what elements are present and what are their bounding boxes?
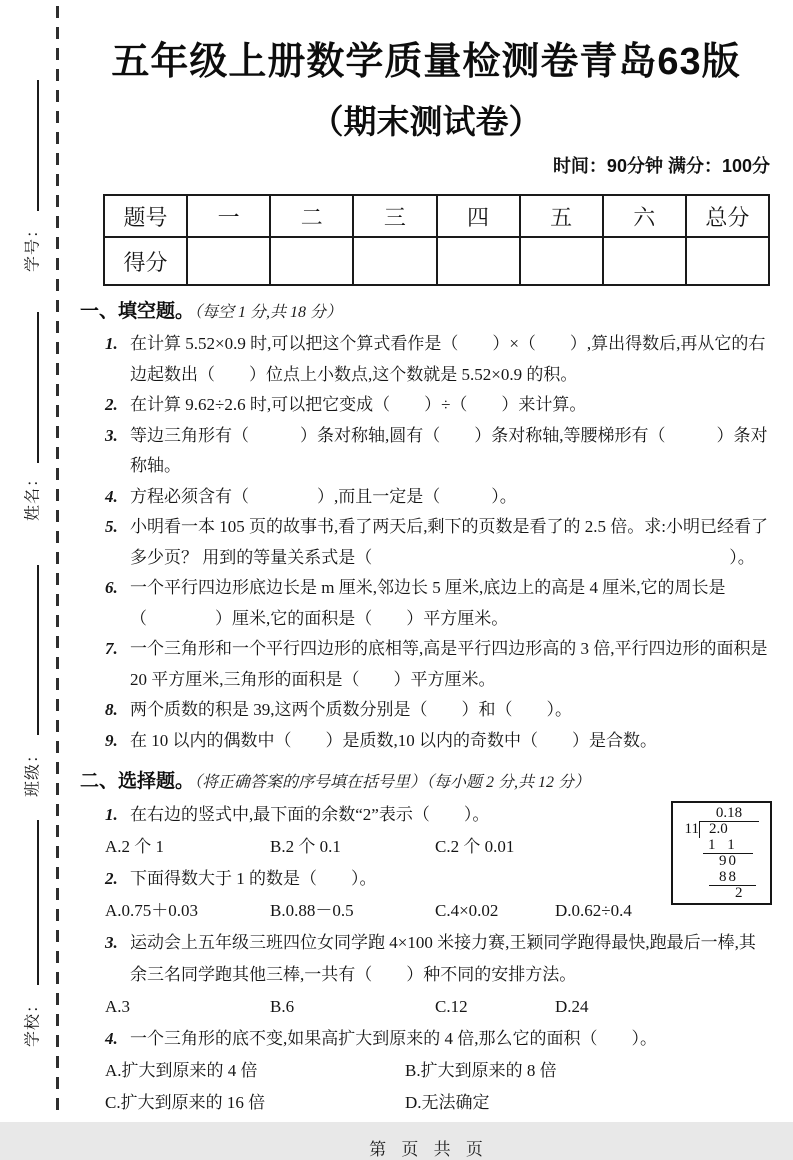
option: D.无法确定 (405, 1093, 490, 1112)
score-cell-empty (686, 237, 769, 285)
question-text: 下面得数大于 1 的数是（ ）。 (130, 869, 377, 888)
question-number: 6. (105, 578, 118, 597)
question-text: 方程必须含有（ ）,而且一定是（ ）。 (130, 486, 517, 506)
section2-note: （将正确答案的序号填在括号里）（每小题 2 分,共 12 分） (194, 774, 591, 791)
student-name-blank-line (37, 312, 39, 463)
question-number: 4. (105, 486, 118, 506)
score-row-label: 得分 (104, 237, 187, 285)
option: C.4×0.02 (435, 901, 499, 920)
question-number: 1. (105, 334, 118, 353)
question-number: 4. (105, 1029, 118, 1048)
question (80, 512, 772, 573)
question (80, 390, 772, 421)
section2-question-list (80, 799, 772, 1119)
option: B.扩大到原来的 8 倍 (405, 1061, 557, 1080)
score-table-score-row (104, 237, 769, 285)
score-table-header-cell: 三 (353, 195, 436, 237)
division-quotient: 0.18 (699, 806, 759, 822)
division-subtract-1: 1 1 (703, 838, 753, 854)
question-number: 1. (105, 805, 118, 824)
time-and-score-info: 时间：90分钟 满分：100分 (552, 156, 770, 176)
option: C.扩大到原来的 16 倍 (105, 1093, 266, 1112)
question-number: 5. (105, 517, 118, 536)
division-subtract-2: 88 (709, 870, 756, 886)
section1-header (80, 298, 772, 326)
question-text: 运动会上五年级三班四位女同学跑 4×100 米接力赛,王颖同学跑得最快,跑最后一棒,其余三名同学跑其他三棒,一共有（ ）种不同的安排方法。 (130, 933, 756, 984)
option: B.6 (270, 997, 295, 1016)
question-text: 一个三角形和一个平行四边形的底相等,高是平行四边形高的 3 倍,平行四边形的面积是 20 平方厘米,三角形的面积是（ ）平方厘米。 (130, 639, 768, 689)
options-row (80, 991, 772, 1023)
option: A.2 个 1 (105, 837, 165, 856)
option: A.扩大到原来的 4 倍 (105, 1061, 258, 1080)
question-text: 在 10 以内的偶数中（ ）是质数,10 以内的奇数中（ ）是合数。 (130, 730, 657, 750)
option: C.2 个 0.01 (435, 837, 515, 856)
option: D.0.62÷0.4 (555, 901, 632, 920)
division-remainder: 2 (735, 885, 743, 901)
question-text: 一个平行四边形底边长是 m 厘米,邻边长 5 厘米,底边上的高是 4 厘米,它的周长是（ ）厘米,它的面积是（ ）平方厘米。 (130, 578, 726, 628)
question-text: 在计算 9.62÷2.6 时,可以把它变成（ ）÷（ ）来计算。 (130, 395, 587, 414)
division-bring-down: 90 (719, 853, 738, 869)
score-cell-empty (270, 237, 353, 285)
question (80, 726, 772, 757)
option: C.12 (435, 997, 468, 1016)
question-text: 两个质数的积是 39,这两个质数分别是（ ）和（ ）。 (130, 700, 572, 719)
question-text: 一个三角形的底不变,如果高扩大到原来的 4 倍,那么它的面积（ ）。 (130, 1029, 657, 1048)
score-table-header-cell: 六 (603, 195, 686, 237)
question-number: 9. (105, 730, 118, 750)
sidebar-label-class: 班级： (24, 746, 42, 798)
score-table-header-row (104, 195, 769, 237)
score-table-header-cell: 题号 (104, 195, 187, 237)
score-cell-empty (603, 237, 686, 285)
score-cell-empty (520, 237, 603, 285)
question (80, 482, 772, 513)
question-number: 3. (105, 933, 118, 952)
question-number: 7. (105, 639, 118, 658)
question (80, 573, 772, 634)
score-cell-empty (437, 237, 520, 285)
score-cell-empty (353, 237, 436, 285)
paper-main-column (80, 0, 772, 1160)
option: A.0.75＋0.03 (105, 901, 199, 920)
student-id-blank-line (37, 80, 39, 211)
question-text: 在右边的竖式中,最下面的余数“2”表示（ ）。 (130, 805, 490, 824)
paper-title: 五年级上册数学质量检测卷青岛63版 (111, 41, 741, 83)
options-row (80, 1055, 772, 1087)
paper-subtitle: （期末测试卷） (310, 103, 542, 140)
question (80, 421, 772, 482)
question (80, 634, 772, 695)
fold-dashed-line (56, 6, 59, 1118)
division-step-row (673, 838, 770, 854)
question-number: 8. (105, 700, 118, 719)
question-number: 3. (105, 425, 118, 445)
section1-question-list (80, 329, 772, 756)
page-footer: 第 页 共 页 (369, 1140, 483, 1159)
question-number: 2. (105, 395, 118, 414)
options-row (80, 895, 772, 927)
option: A.3 (105, 997, 131, 1016)
score-table (103, 194, 770, 286)
score-table-header-cell: 四 (437, 195, 520, 237)
question (80, 799, 772, 831)
options-row (80, 1087, 772, 1119)
class-blank-line (37, 565, 39, 735)
school-blank-line (37, 820, 39, 985)
division-divisor: 11 (684, 821, 699, 837)
question (80, 863, 772, 895)
section2-header (80, 768, 772, 796)
sidebar-label-student-id: 学号： (24, 221, 42, 273)
score-table-header-cell: 一 (187, 195, 270, 237)
question-number: 2. (105, 869, 118, 888)
score-cell-empty (187, 237, 270, 285)
section1-note: （每空 1 分,共 18 分） (194, 304, 343, 321)
section2-title: 二、选择题。 (80, 771, 195, 792)
question-text: 等边三角形有（ ）条对称轴,圆有（ ）条对称轴,等腰梯形有（ ）条对称轴。 (130, 425, 768, 475)
sidebar-label-name: 姓名： (24, 470, 42, 522)
score-table-header-cell: 二 (270, 195, 353, 237)
option: B.0.88－0.5 (270, 901, 354, 920)
score-table-header-cell: 总分 (686, 195, 769, 237)
question (80, 695, 772, 726)
question-text: 小明看一本 105 页的故事书,看了两天后,剩下的页数是看了的 2.5 倍。求:小明已经看了多少页？ 用到的等量关系式是（ ）。 (130, 517, 768, 567)
question (80, 1023, 772, 1055)
question (80, 329, 772, 390)
option: D.24 (555, 997, 589, 1016)
question (80, 927, 772, 991)
sidebar-label-school: 学校： (24, 996, 42, 1048)
options-row (80, 831, 772, 863)
option: B.2 个 0.1 (270, 837, 341, 856)
division-dividend: 2.0 (699, 822, 728, 838)
question-text: 在计算 5.52×0.9 时,可以把这个算式看作是（ ）×（ ）,算出得数后,再从它的右边起数出（ ）位点上小数点,这个数就是 5.52×0.9 的积。 (130, 334, 766, 384)
score-table-header-cell: 五 (520, 195, 603, 237)
section1-title: 一、填空题。 (80, 301, 195, 322)
